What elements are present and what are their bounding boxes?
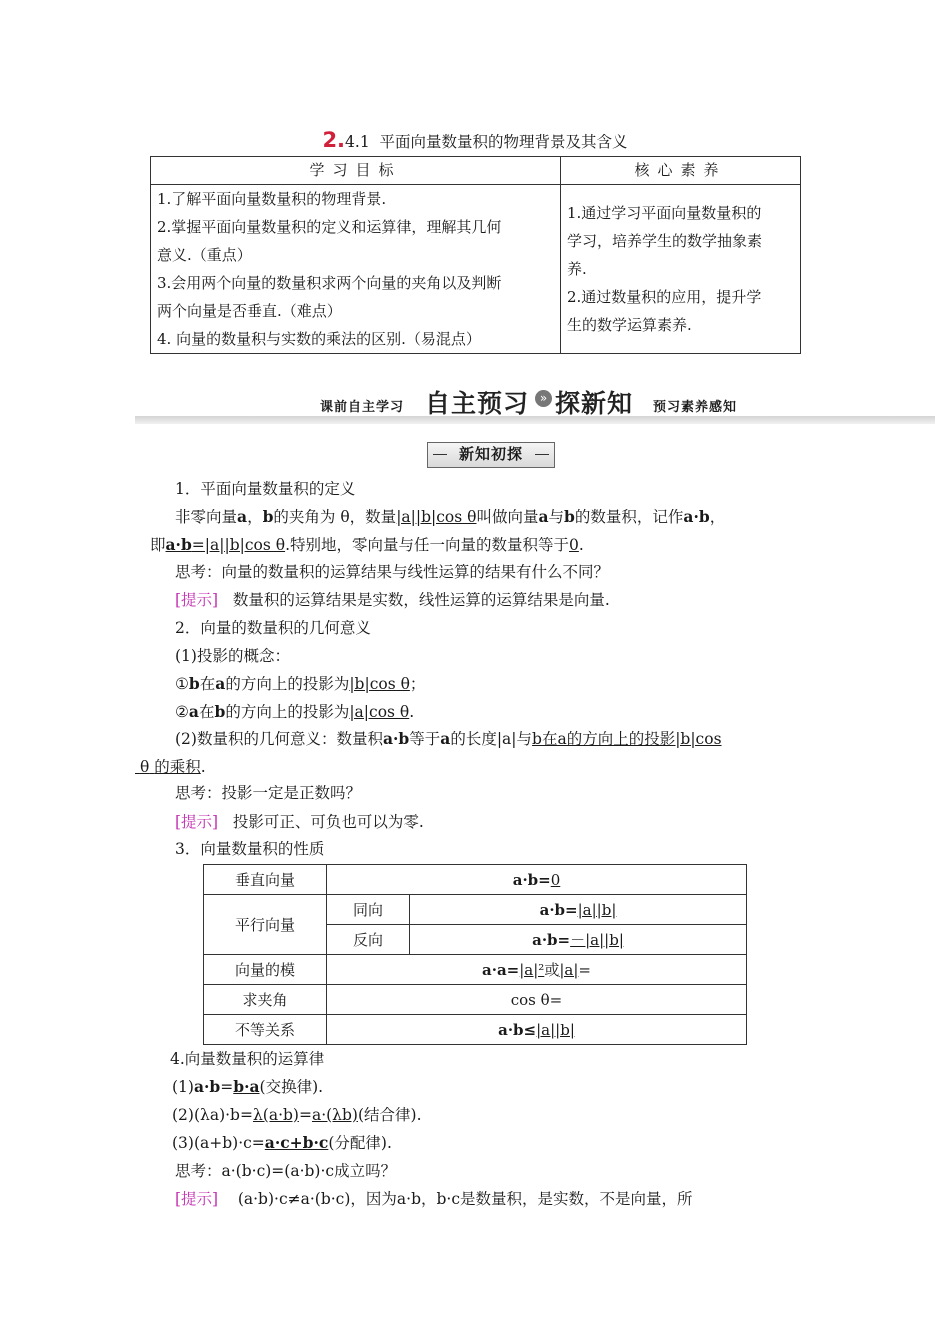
table-row <box>204 895 747 925</box>
text-run: (交换律). <box>259 1078 324 1096</box>
text-run: 或 <box>544 961 560 979</box>
s1-line2 <box>150 533 584 555</box>
vector-b: b <box>262 507 274 526</box>
text-run: 的乘积 <box>154 758 201 776</box>
tip-text: 数量积的运算结果是实数，线性运算的运算结果是向量. <box>232 591 610 609</box>
title-number-big: 2. <box>322 128 346 152</box>
row-value <box>327 1015 747 1045</box>
tip-2 <box>175 810 424 832</box>
think-2: 思考：投影一定是正数吗？ <box>175 784 362 802</box>
text-run: . <box>409 703 415 721</box>
text-run: 的夹角为 θ，数量 <box>273 508 397 526</box>
formula: a·b≤ <box>498 1020 537 1039</box>
text-run: . <box>200 758 206 776</box>
vector-b: b <box>188 674 200 693</box>
vector-a: a <box>538 507 549 526</box>
row-value <box>327 865 747 895</box>
s1-title: 1．平面向量数量积的定义 <box>175 480 356 498</box>
tip-label: [提示] <box>175 813 219 831</box>
vector-b: b <box>214 702 226 721</box>
title-number-rest: 4.1 <box>345 133 370 151</box>
text-run: = <box>220 1078 234 1096</box>
text-run: 在 <box>199 675 216 693</box>
answer-blank: λ(a·b) <box>252 1106 299 1124</box>
s2-c1 <box>175 672 425 694</box>
goal-line: 3.会用两个向量的数量积求两个向量的夹角以及判断 <box>157 274 502 292</box>
page-title <box>0 128 950 152</box>
formula: a·b <box>193 1077 221 1096</box>
s2-p1: (1)投影的概念： <box>175 647 290 665</box>
table-row <box>204 865 747 895</box>
goals-table <box>150 156 801 354</box>
law-3 <box>172 1131 392 1153</box>
text-run: ， <box>247 508 263 526</box>
text-run: = <box>298 1106 312 1124</box>
answer-blank: a·c+b·c <box>264 1133 329 1152</box>
s2-p3 <box>135 755 206 777</box>
goals-head-left: 学习目标 <box>151 157 561 185</box>
text-run: 的方向上的投影为 <box>225 675 350 693</box>
double-arrow-icon: » <box>535 390 552 407</box>
goal-line: 2.掌握平面向量数量积的定义和运算律，理解其几何 <box>157 218 502 236</box>
text-run: (3)(a+b)·c= <box>172 1134 265 1152</box>
row-value <box>410 925 747 955</box>
goals-right-cell <box>561 185 801 354</box>
text-run: ① <box>175 675 189 693</box>
s1-line1 <box>175 505 725 527</box>
text-run: ， <box>709 508 726 526</box>
table-row <box>204 985 747 1015</box>
answer-blank <box>166 536 286 554</box>
dot-product: a·b <box>683 507 710 526</box>
answer-blank: |a|² <box>519 961 545 979</box>
goal-line: 1.了解平面向量数量积的物理背景. <box>157 190 387 208</box>
row-sub-name: 同向 <box>327 895 410 925</box>
tip-text: 投影可正、可负也可以为零. <box>232 813 424 831</box>
answer-blank: |b|cos θ <box>349 675 410 693</box>
text-run: .特别地，零向量与任一向量的数量积等于 <box>285 536 569 554</box>
text-run: . <box>578 536 584 554</box>
answer-blank: |a||b| <box>536 1020 575 1039</box>
text-run: 的长度 <box>450 730 497 748</box>
s3-title: 3．向量数量积的性质 <box>175 840 325 858</box>
text-run: ② <box>175 703 189 721</box>
goal-line: 意义.（重点） <box>157 246 252 264</box>
band-left-caption: 课前自主学习 <box>320 400 405 415</box>
band-right-caption: 预习素养感知 <box>653 400 738 415</box>
formula: a·a= <box>482 961 520 979</box>
answer-blank: |a||b| <box>577 900 617 919</box>
section-label <box>427 442 555 468</box>
answer-blank: 0 <box>569 536 579 554</box>
text-run: (2)数量积的几何意义：数量积 <box>175 730 383 748</box>
row-name: 平行向量 <box>204 895 327 955</box>
table-row <box>204 1015 747 1045</box>
title-text: 平面向量数量积的物理背景及其含义 <box>379 133 628 151</box>
literacy-line: 学习，培养学生的数学抽象素 <box>567 232 763 250</box>
band-title-1: 自主预习 <box>425 389 530 418</box>
s2-p2 <box>175 727 722 749</box>
literacy-line: 养. <box>567 260 587 278</box>
formula: a·b= <box>532 931 571 949</box>
text-run: ； <box>409 675 426 693</box>
formula: a·b= <box>512 870 551 889</box>
answer-blank: |a|cos θ <box>349 703 410 721</box>
text-run: 在 <box>198 703 215 721</box>
text-run: 非零向量 <box>175 508 238 526</box>
s2-title: 2．向量的数量积的几何意义 <box>175 619 371 637</box>
section-band <box>135 384 935 426</box>
text-run: 等于 <box>409 730 441 748</box>
answer-blank: －|a||b| <box>570 931 624 949</box>
law-2 <box>172 1103 422 1125</box>
text-run: =|a||b|cos θ <box>191 536 286 554</box>
vector-a: a <box>440 729 451 748</box>
think-3: 思考：a·(b·c)=(a·b)·c成立吗？ <box>175 1162 397 1180</box>
goals-head-right: 核心素养 <box>561 157 801 185</box>
text-run: |a| <box>496 730 517 748</box>
row-value: cos θ= <box>327 985 747 1015</box>
answer-blank: b在a的方向上的投影|b|cos <box>532 730 722 748</box>
row-name: 向量的模 <box>204 955 327 985</box>
answer-blank <box>135 758 201 776</box>
think-1: 思考：向量的数量积的运算结果与线性运算的结果有什么不同？ <box>175 563 610 581</box>
section-label-text: 新知初探 <box>458 445 523 463</box>
band-bar <box>135 416 935 424</box>
goal-line: 两个向量是否垂直.（难点） <box>157 302 342 320</box>
text-run: 叫做向量 <box>476 508 539 526</box>
tip-label: [提示] <box>175 591 219 609</box>
answer-blank: 0 <box>550 870 561 889</box>
text-run: (1) <box>172 1078 194 1096</box>
goal-line: 4. 向量的数量积与实数的乘法的区别.（易混点） <box>157 330 481 348</box>
row-value <box>327 955 747 985</box>
answer-blank: a·(λb) <box>311 1106 358 1124</box>
row-name: 不等关系 <box>204 1015 327 1045</box>
vector-a: a <box>237 507 248 526</box>
text-run: (2)(λa)·b= <box>172 1106 253 1124</box>
vector-b: b <box>564 507 575 526</box>
band-title-2: 探新知 <box>555 389 634 418</box>
answer-blank: |a||b|cos θ <box>396 508 477 526</box>
text-run: 即 <box>150 536 166 554</box>
tip-3 <box>175 1187 693 1209</box>
text-run: 与 <box>548 508 565 526</box>
text-run: θ <box>139 758 150 776</box>
properties-table <box>203 864 747 1045</box>
s2-c2 <box>175 700 414 722</box>
tip-1 <box>175 588 610 610</box>
tip-label: [提示] <box>175 1190 219 1208</box>
vector-a: a <box>188 702 199 721</box>
text-run: = <box>578 961 591 979</box>
literacy-line: 生的数学运算素养. <box>567 316 692 334</box>
text-run: (分配律). <box>328 1134 392 1152</box>
table-row <box>204 955 747 985</box>
literacy-line: 1.通过学习平面向量数量积的 <box>567 204 762 222</box>
answer-blank: |a| <box>559 961 579 979</box>
literacy-line: 2.通过数量积的应用，提升学 <box>567 288 762 306</box>
laws-title: 4.向量数量积的运算律 <box>170 1050 325 1068</box>
goals-left-cell <box>151 185 561 354</box>
text-run: 与 <box>516 730 533 748</box>
row-name: 求夹角 <box>204 985 327 1015</box>
tip-text: (a·b)·c≠a·(b·c)，因为a·b，b·c是数量积，是实数，不是向量，所 <box>237 1190 693 1208</box>
text-run: 的数量积，记作 <box>574 508 684 526</box>
answer-blank: b·a <box>233 1077 260 1096</box>
row-name: 垂直向量 <box>204 865 327 895</box>
text-run: (结合律). <box>357 1106 422 1124</box>
row-sub-name: 反向 <box>327 925 410 955</box>
row-value <box>410 895 747 925</box>
text-run: 的方向上的投影为 <box>225 703 350 721</box>
dot-product: a·b <box>165 535 192 554</box>
law-1 <box>172 1075 323 1097</box>
formula: a·b= <box>539 900 578 919</box>
dot-product: a·b <box>382 729 410 748</box>
vector-a: a <box>215 674 226 693</box>
